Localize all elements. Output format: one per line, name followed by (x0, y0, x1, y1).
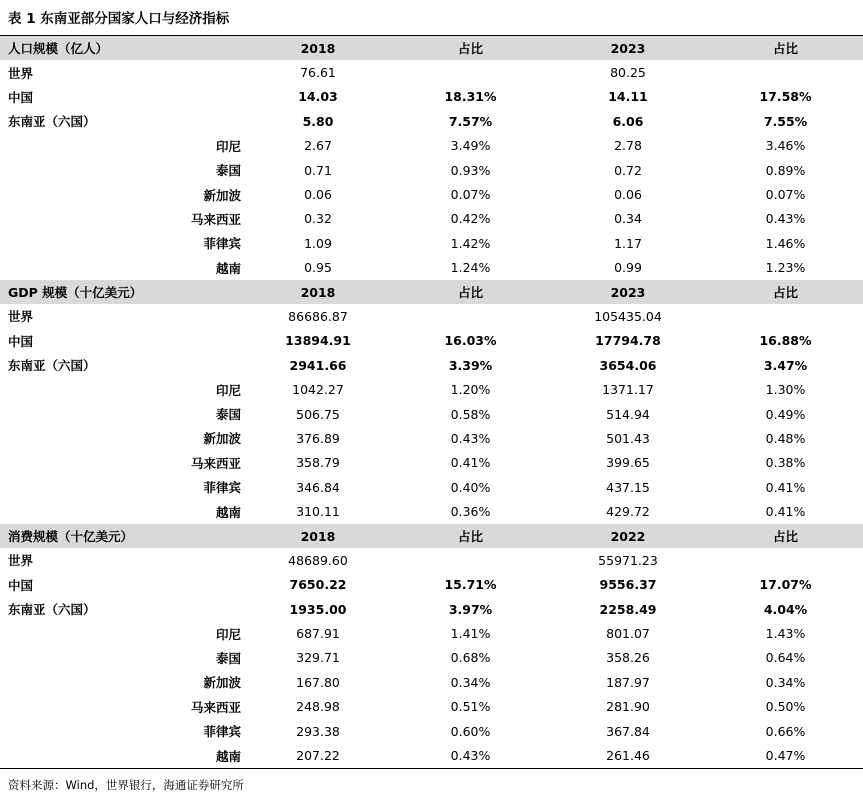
column-header: 占比 (393, 36, 548, 60)
row-label: 越南 (215, 504, 241, 520)
table-row (0, 231, 863, 255)
row-label: 越南 (215, 748, 241, 764)
share-cell: 3.39% (448, 357, 493, 373)
value-cell: 0.06 (614, 187, 642, 203)
value-cell: 0.72 (614, 162, 642, 178)
share-cell: 0.43% (450, 748, 491, 764)
share-cell: 0.47% (765, 748, 806, 764)
row-label: 印尼 (215, 138, 241, 154)
share-cell: 0.64% (765, 650, 806, 666)
share-cell: 3.46% (765, 138, 806, 154)
section-header-row (0, 280, 863, 304)
row-label: 东南亚（六国） (8, 602, 96, 618)
row-label: 世界 (8, 65, 34, 81)
row-label: 新加波 (203, 187, 241, 203)
row-label: 印尼 (215, 382, 241, 398)
row-label: 新加波 (203, 675, 241, 691)
row-label: 菲律宾 (203, 480, 241, 496)
value-cell: 1.09 (304, 235, 332, 251)
column-header: 占比 (708, 280, 863, 304)
row-label: 新加波 (203, 431, 241, 447)
table-row (0, 402, 863, 426)
value-cell: 1371.17 (602, 382, 654, 398)
value-cell: 1.17 (614, 235, 642, 251)
row-label: 马来西亚 (190, 211, 241, 227)
share-cell: 0.50% (765, 699, 806, 715)
share-cell: 1.20% (450, 382, 491, 398)
column-header: 占比 (393, 524, 548, 548)
share-cell: 0.68% (450, 650, 491, 666)
share-cell: 0.43% (765, 211, 806, 227)
row-label: 东南亚（六国） (8, 358, 96, 374)
section-title: 消费规模（十亿美元） (0, 524, 243, 548)
share-cell: 0.07% (765, 187, 806, 203)
table-row (0, 353, 863, 377)
table-row (0, 182, 863, 206)
value-cell: 14.11 (608, 89, 648, 105)
table-row (0, 207, 863, 231)
value-cell: 167.80 (296, 674, 340, 690)
share-cell: 0.49% (765, 406, 806, 422)
share-cell: 1.24% (450, 260, 491, 276)
source-note: 资料来源：Wind，世界银行，海通证券研究所 (8, 778, 244, 792)
table-row (0, 743, 863, 767)
value-cell: 261.46 (606, 748, 650, 764)
value-cell: 0.34 (614, 211, 642, 227)
share-cell: 0.43% (450, 430, 491, 446)
section-header-row (0, 524, 863, 548)
share-cell: 0.89% (765, 162, 806, 178)
column-header: 占比 (708, 36, 863, 60)
table-row (0, 158, 863, 182)
share-cell: 0.38% (765, 455, 806, 471)
value-cell: 5.80 (302, 113, 334, 129)
table-row (0, 256, 863, 280)
value-cell: 506.75 (296, 406, 340, 422)
share-cell: 0.34% (450, 674, 491, 690)
share-cell: 0.60% (450, 723, 491, 739)
table-row (0, 670, 863, 694)
share-cell: 17.58% (759, 89, 812, 105)
share-cell (708, 60, 863, 84)
share-cell: 7.55% (763, 113, 808, 129)
row-label: 印尼 (215, 626, 241, 642)
table-row (0, 621, 863, 645)
column-header: 2018 (243, 36, 393, 60)
value-cell: 7650.22 (289, 577, 347, 593)
column-header: 2023 (548, 280, 708, 304)
value-cell: 281.90 (606, 699, 650, 715)
share-cell: 0.51% (450, 699, 491, 715)
row-label: 菲律宾 (203, 724, 241, 740)
row-label: 菲律宾 (203, 236, 241, 252)
table-row (0, 695, 863, 719)
value-cell: 6.06 (612, 113, 644, 129)
share-cell: 1.42% (450, 235, 491, 251)
value-cell: 2.78 (614, 138, 642, 154)
value-cell: 687.91 (296, 626, 340, 642)
share-cell: 0.07% (450, 187, 491, 203)
value-cell: 3654.06 (599, 357, 657, 373)
table-row (0, 646, 863, 670)
value-cell: 501.43 (606, 430, 650, 446)
share-cell: 1.41% (450, 626, 491, 642)
value-cell: 55971.23 (598, 552, 658, 568)
table-row (0, 109, 863, 133)
value-cell: 0.99 (614, 260, 642, 276)
share-cell: 4.04% (763, 601, 808, 617)
share-cell (393, 304, 548, 328)
value-cell: 293.38 (296, 723, 340, 739)
share-cell: 3.49% (450, 138, 491, 154)
table-row (0, 304, 863, 328)
row-label: 中国 (8, 89, 34, 105)
row-label: 泰国 (215, 650, 241, 666)
section-header-row (0, 36, 863, 60)
value-cell: 1935.00 (289, 601, 347, 617)
table-row (0, 451, 863, 475)
share-cell: 17.07% (759, 577, 812, 593)
column-header: 2023 (548, 36, 708, 60)
indicator-table-body (0, 36, 863, 768)
share-cell: 0.41% (765, 479, 806, 495)
row-label: 世界 (8, 553, 34, 569)
value-cell: 0.32 (304, 211, 332, 227)
value-cell: 437.15 (606, 479, 650, 495)
table-row (0, 85, 863, 109)
row-label: 东南亚（六国） (8, 114, 96, 130)
value-cell: 76.61 (300, 65, 336, 81)
column-header: 占比 (708, 524, 863, 548)
share-cell (708, 304, 863, 328)
share-cell (708, 548, 863, 572)
column-header: 占比 (393, 280, 548, 304)
value-cell: 248.98 (296, 699, 340, 715)
value-cell: 358.26 (606, 650, 650, 666)
table-row (0, 60, 863, 84)
share-cell: 18.31% (444, 89, 497, 105)
column-header: 2018 (243, 524, 393, 548)
row-label: 马来西亚 (190, 455, 241, 471)
value-cell: 0.06 (304, 187, 332, 203)
value-cell: 13894.91 (285, 333, 351, 349)
table-row (0, 719, 863, 743)
share-cell: 1.23% (765, 260, 806, 276)
value-cell: 207.22 (296, 748, 340, 764)
value-cell: 48689.60 (288, 552, 348, 568)
share-cell: 0.34% (765, 674, 806, 690)
value-cell: 9556.37 (599, 577, 657, 593)
table-row (0, 499, 863, 523)
value-cell: 0.95 (304, 260, 332, 276)
share-cell: 0.41% (765, 504, 806, 520)
row-label: 泰国 (215, 407, 241, 423)
row-label: 中国 (8, 333, 34, 349)
value-cell: 14.03 (298, 89, 338, 105)
value-cell: 310.11 (296, 504, 340, 520)
value-cell: 346.84 (296, 479, 340, 495)
table-row (0, 573, 863, 597)
value-cell: 1042.27 (292, 382, 344, 398)
value-cell: 187.97 (606, 674, 650, 690)
row-label: 泰国 (215, 163, 241, 179)
share-cell: 16.03% (444, 333, 497, 349)
value-cell: 2941.66 (289, 357, 347, 373)
value-cell: 2.67 (304, 138, 332, 154)
share-cell: 3.47% (763, 357, 808, 373)
value-cell: 429.72 (606, 504, 650, 520)
share-cell: 1.30% (765, 382, 806, 398)
table-title: 表 1 东南亚部分国家人口与经济指标 (8, 11, 230, 27)
value-cell: 329.71 (296, 650, 340, 666)
share-cell: 0.58% (450, 406, 491, 422)
share-cell (393, 60, 548, 84)
section-title: GDP 规模（十亿美元） (0, 280, 243, 304)
column-header: 2018 (243, 280, 393, 304)
table-row (0, 134, 863, 158)
row-label: 马来西亚 (190, 699, 241, 715)
column-header: 2022 (548, 524, 708, 548)
section-title: 人口规模（亿人） (0, 36, 243, 60)
value-cell: 399.65 (606, 455, 650, 471)
value-cell: 367.84 (606, 723, 650, 739)
share-cell: 7.57% (448, 113, 493, 129)
share-cell (393, 548, 548, 572)
share-cell: 0.66% (765, 723, 806, 739)
share-cell: 1.43% (765, 626, 806, 642)
share-cell: 1.46% (765, 235, 806, 251)
value-cell: 86686.87 (288, 308, 348, 324)
share-cell: 0.93% (450, 162, 491, 178)
value-cell: 0.71 (304, 162, 332, 178)
value-cell: 2258.49 (599, 601, 657, 617)
share-cell: 16.88% (759, 333, 812, 349)
share-cell: 15.71% (444, 577, 497, 593)
table-row (0, 426, 863, 450)
share-cell: 0.41% (450, 455, 491, 471)
value-cell: 801.07 (606, 626, 650, 642)
share-cell: 0.40% (450, 479, 491, 495)
table-row (0, 329, 863, 353)
value-cell: 358.79 (296, 455, 340, 471)
table-row (0, 597, 863, 621)
indicator-table (0, 36, 863, 768)
value-cell: 17794.78 (595, 333, 661, 349)
value-cell: 514.94 (606, 406, 650, 422)
value-cell: 376.89 (296, 430, 340, 446)
row-label: 中国 (8, 577, 34, 593)
table-row (0, 377, 863, 401)
table-row (0, 475, 863, 499)
share-cell: 0.48% (765, 430, 806, 446)
share-cell: 3.97% (448, 601, 493, 617)
table-row (0, 548, 863, 572)
share-cell: 0.42% (450, 211, 491, 227)
share-cell: 0.36% (450, 504, 491, 520)
row-label: 越南 (215, 260, 241, 276)
value-cell: 105435.04 (594, 308, 662, 324)
row-label: 世界 (8, 309, 34, 325)
value-cell: 80.25 (610, 65, 646, 81)
bottom-rule (0, 768, 863, 769)
